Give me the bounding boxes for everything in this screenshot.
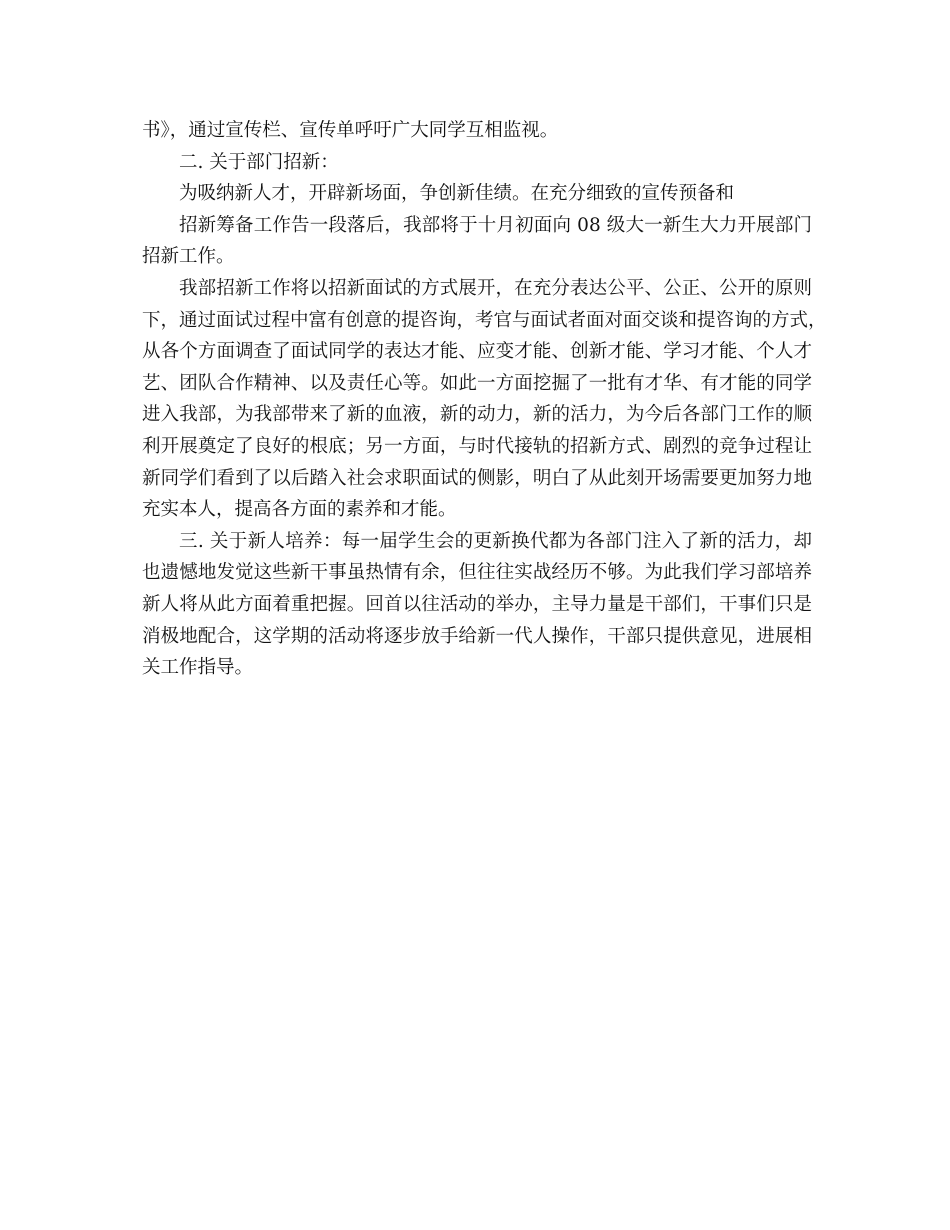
text-line-4: 招新筹备工作告一段落后，我部将于十月初面向 08 级大一新生大力开展部门 xyxy=(179,214,812,236)
section-heading-3: 三. 关于新人培养：每一届学生会的更新换代都为各部门注入了新的活力，却 xyxy=(179,530,812,552)
text-line-3: 为吸纳新人才，开辟新场面，争创新佳绩。在充分细致的宣传预备和 xyxy=(179,183,735,205)
text-line-17: 消极地配合，这学期的活动将逐步放手给新一代人操作，干部只提供意见，进展相 xyxy=(142,625,812,647)
text-line-13: 充实本人，提高各方面的素养和才能。 xyxy=(142,499,457,521)
text-line-5: 招新工作。 xyxy=(142,246,235,268)
text-line-1: 书》，通过宣传栏、宣传单呼吁广大同学互相监视。 xyxy=(142,120,559,141)
document-body xyxy=(142,115,827,684)
section-heading-2: 二. 关于部门招新： xyxy=(179,151,339,173)
text-line-18: 关工作指导。 xyxy=(142,657,254,679)
text-line-6: 我部招新工作将以招新面试的方式展开，在充分表达公平、公正、公开的原则 xyxy=(179,277,812,299)
text-line-7: 下，通过面试过程中富有创意的提咨询，考官与面试者面对面交谈和提咨询的方式， xyxy=(142,309,827,331)
text-line-12: 新同学们看到了以后踏入社会求职面试的侧影，明白了从此刻开场需要更加努力地 xyxy=(142,467,812,489)
text-line-8: 从各个方面调查了面试同学的表达才能、应变才能、创新才能、学习才能、个人才 xyxy=(142,341,812,363)
text-line-10: 进入我部，为我部带来了新的血液，新的动力，新的活力，为今后各部门工作的顺 xyxy=(142,404,812,426)
text-line-9: 艺、团队合作精神、以及责任心等。如此一方面挖掘了一批有才华、有才能的同学 xyxy=(142,372,812,394)
text-line-11: 利开展奠定了良好的根底；另一方面，与时代接轨的招新方式、剧烈的竞争过程让 xyxy=(142,435,812,457)
text-line-15: 也遗憾地发觉这些新干事虽热情有余，但往往实战经历不够。为此我们学习部培养 xyxy=(142,562,812,584)
text-line-16: 新人将从此方面着重把握。回首以往活动的举办，主导力量是干部们，干事们只是 xyxy=(142,593,812,615)
